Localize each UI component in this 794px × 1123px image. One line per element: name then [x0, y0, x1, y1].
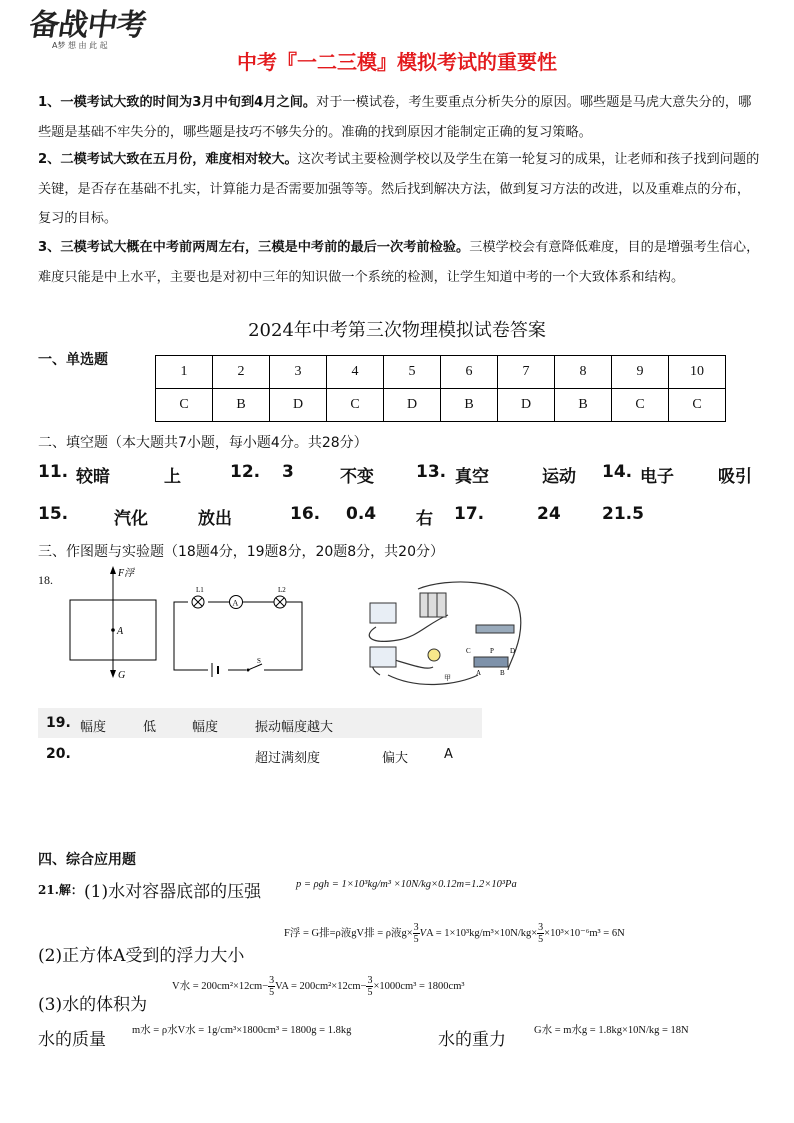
mc-answer: D — [384, 389, 441, 422]
force-down-label: G — [118, 670, 126, 681]
logo-main: 备战中考 — [27, 8, 148, 43]
fill-row-2 — [0, 504, 794, 530]
circuit-wire — [174, 602, 302, 670]
fill-number: 11. — [38, 462, 69, 482]
q21-part4-equation: m水 = ρ水V水 = 1g/cm³×1800cm³ = 1800g = 1.8kg — [132, 1025, 352, 1036]
mc-answer: B — [213, 389, 270, 422]
mc-number: 7 — [498, 356, 555, 389]
frac-num: 3 — [538, 922, 544, 933]
fill-number: 15. — [38, 504, 69, 524]
section-1-heading: 一、单选题 — [38, 352, 108, 368]
section-4-heading: 四、综合应用题 — [38, 852, 136, 868]
mc-number: 5 — [384, 356, 441, 389]
mc-number: 6 — [441, 356, 498, 389]
q19-answer: 低 — [143, 720, 157, 735]
q21-part1-equation: p = ρgh = 1×10³kg/m³ ×10N/kg×0.12m=1.2×10³Pa — [296, 879, 517, 890]
q20-answer: A — [444, 747, 453, 762]
eq-part: VA = 200cm²×12cm− — [275, 980, 367, 992]
section-2-heading: 二、填空题（本大题共7小题，每小题4分。共28分） — [38, 435, 368, 451]
fill-answer: 较暗 — [76, 467, 110, 487]
apparatus-diagram — [358, 575, 538, 695]
q18-label: 18. — [38, 573, 53, 587]
arrow-up-icon — [110, 566, 116, 574]
switch-base-icon — [476, 625, 514, 633]
mc-answer: B — [555, 389, 612, 422]
mc-answer: C — [669, 389, 726, 422]
q21-part4-label: 水的质量 — [38, 1030, 106, 1050]
battery-pack-icon — [420, 593, 446, 617]
arrow-down-icon — [110, 670, 116, 678]
q21-part5-label: 水的重力 — [438, 1030, 506, 1050]
fraction — [413, 922, 420, 945]
answer-table-numbers — [156, 356, 726, 389]
fill-answer: 上 — [164, 467, 181, 487]
frac-den: 5 — [269, 987, 275, 998]
fill-answer: 0.4 — [346, 504, 377, 524]
fill-row-1 — [0, 462, 794, 488]
mc-answer: C — [612, 389, 669, 422]
q21-part3-label: (3)水的体积为 — [38, 995, 148, 1015]
paragraph-3 — [38, 233, 760, 292]
apparatus-label-b: B — [500, 669, 505, 677]
frac-num: 3 — [269, 975, 275, 986]
eq-part: V水 = 200cm²×12cm− — [172, 980, 269, 992]
fill-number: 13. — [416, 462, 447, 482]
switch-label: S — [257, 657, 261, 665]
apparatus-label-jia: 甲 — [444, 674, 451, 682]
eq-part: ×10³×10⁻⁶m³ = 6N — [544, 927, 625, 939]
fill-answer: 汽化 — [114, 509, 148, 529]
mc-number: 3 — [270, 356, 327, 389]
fill-answer: 24 — [537, 504, 561, 524]
frac-num: 3 — [367, 975, 373, 986]
main-title: 2024年中考第三次物理模拟试卷答案 — [248, 320, 546, 341]
mc-number: 2 — [213, 356, 270, 389]
paragraph-1-rest: 对于一模试卷，考生要重点分析失分的原因。哪些题是马虎大意失分的，哪些题是基础不牢失分的，哪些题是技巧不够失分的。准确的找到原因才能制定正确的复习策略。 — [38, 95, 752, 140]
q20-answer: 超过满刻度 — [255, 751, 321, 766]
paragraph-3-lead: 3、三模考试大概在中考前两周左右，三模是中考前的最后一次考前检验。 — [38, 240, 470, 255]
q19-answer: 振动幅度越大 — [255, 720, 334, 735]
apparatus-label-c: C — [466, 647, 471, 655]
q19-answer: 幅度 — [80, 720, 107, 735]
eq-part: ×1000cm³ = 1800cm³ — [373, 980, 465, 992]
q21-part1-label: (1)水对容器底部的压强 — [84, 882, 262, 902]
mc-number: 8 — [555, 356, 612, 389]
q19-answer: 幅度 — [192, 720, 219, 735]
q20-number: 20. — [46, 746, 71, 762]
logo-sub: A梦 想 由 此 起 — [52, 41, 108, 50]
fill-answer: 右 — [416, 509, 433, 529]
meter-1-icon — [370, 603, 396, 623]
frac-num: 3 — [413, 922, 419, 933]
eq-part: V — [419, 927, 427, 939]
eq-part: A = 1×10³kg/m³×10N/kg× — [426, 927, 538, 939]
eq-part: F浮 = G排=ρ液gV排 = ρ液g× — [284, 927, 413, 939]
mc-answer: D — [270, 389, 327, 422]
q21-part5-equation: G水 = m水g = 1.8kg×10N/kg = 18N — [534, 1025, 689, 1036]
mc-answer: C — [156, 389, 213, 422]
frac-den: 5 — [413, 934, 419, 945]
point-a — [111, 628, 115, 632]
logo — [22, 2, 172, 52]
paragraph-2-rest: 这次考试主要检测学校以及学生在第一轮复习的成果，让老师和孩子找到问题的关键，是否存在基础不扎实，计算能力是否需要加强等等。然后找到解决方法，做到复习方法的改进，以及重难点的分布，复习的目标。 — [38, 152, 760, 226]
fill-number: 14. — [602, 462, 633, 482]
fill-number: 16. — [290, 504, 321, 524]
fill-answer: 真空 — [455, 467, 489, 487]
q19-number: 19. — [46, 715, 71, 731]
answer-table — [155, 355, 726, 422]
fill-answer: 放出 — [198, 509, 232, 529]
q21-part3-equation — [172, 975, 465, 998]
bulb-icon — [428, 649, 440, 661]
q21-prefix: 21.解： — [38, 883, 83, 897]
fill-answer: 电子 — [640, 467, 674, 487]
paragraph-1 — [38, 88, 760, 147]
fill-answer: 吸引 — [718, 467, 752, 487]
header-title: 中考『一二三模』模拟考试的重要性 — [237, 50, 557, 74]
q21-part2-equation — [284, 922, 625, 945]
mc-answer: D — [498, 389, 555, 422]
apparatus-label-p: P — [490, 647, 494, 655]
lamp-l2-label: L2 — [278, 586, 286, 594]
paragraph-1-lead: 1、一模考试大致的时间为3月中旬到4月之间。 — [38, 95, 317, 110]
mc-answer: B — [441, 389, 498, 422]
frac-den: 5 — [538, 934, 544, 945]
apparatus-label-a: A — [476, 669, 482, 677]
lamp-l1-label: L1 — [196, 586, 204, 594]
force-up-label: F浮 — [118, 568, 135, 579]
q21-part2-label: (2)正方体A受到的浮力大小 — [38, 946, 245, 966]
apparatus-label-d: D — [510, 647, 516, 655]
answer-table-answers — [156, 389, 726, 422]
q20-answer: 偏大 — [382, 751, 409, 766]
meter-2-icon — [370, 647, 396, 667]
paragraph-2-lead: 2、二模考试大致在五月份，难度相对较大。 — [38, 152, 298, 167]
ammeter-label: A — [232, 598, 239, 608]
fill-number: 12. — [230, 462, 261, 482]
circuit-diagram — [168, 585, 308, 680]
paragraph-3-rest: 三模学校会有意降低难度，目的是增强考生信心，难度只能是中上水平，主要也是对初中三年的知识做一个系统的检测，让学生知道中考的一个大致体系和结构。 — [38, 240, 760, 285]
mc-number: 1 — [156, 356, 213, 389]
section-3-heading: 三、作图题与实验题（18题4分，19题8分，20题8分，共20分） — [38, 544, 444, 560]
mc-number: 10 — [669, 356, 726, 389]
mc-number: 4 — [327, 356, 384, 389]
rheostat-icon — [474, 657, 508, 667]
point-a-label: A — [117, 626, 124, 637]
fill-answer: 3 — [282, 462, 294, 482]
paragraph-2 — [38, 145, 760, 234]
frac-den: 5 — [367, 987, 373, 998]
mc-answer: C — [327, 389, 384, 422]
fill-number: 17. — [454, 504, 485, 524]
fill-answer: 21.5 — [602, 504, 644, 524]
fill-answer: 运动 — [542, 467, 576, 487]
fill-answer: 不变 — [340, 467, 374, 487]
mc-number: 9 — [612, 356, 669, 389]
buoyancy-diagram — [60, 562, 170, 687]
